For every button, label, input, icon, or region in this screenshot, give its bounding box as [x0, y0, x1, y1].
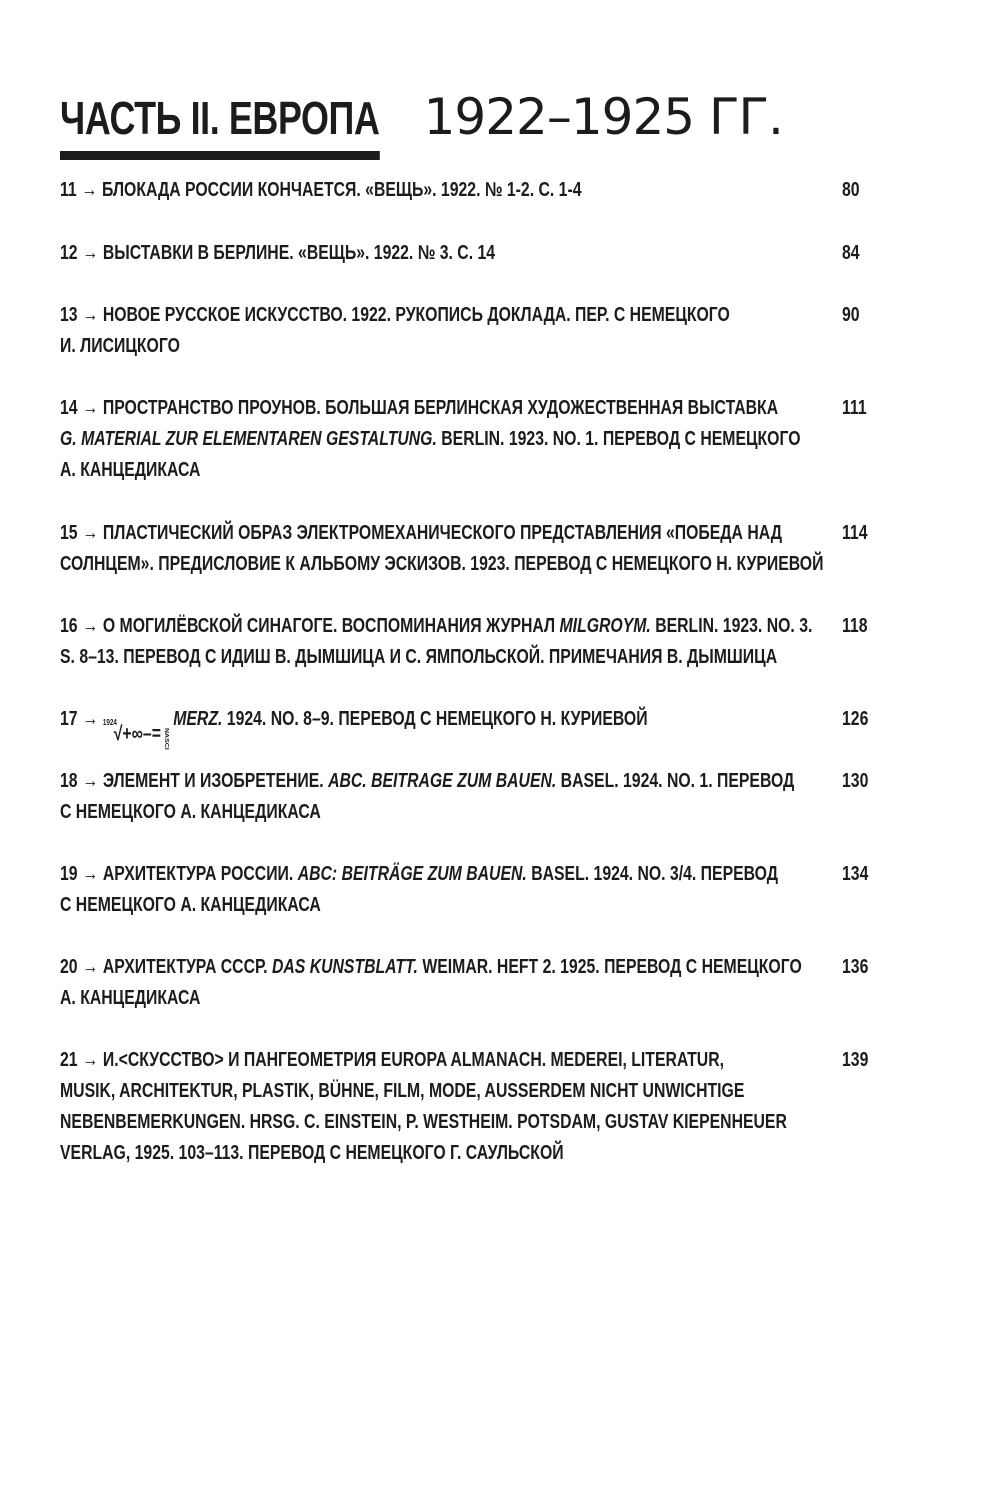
entry-title: О МОГИЛЁВСКОЙ СИНАГОГЕ. ВОСПОМИНАНИЯ ЖУРНАЛ: [102, 615, 556, 637]
entry-number: 21: [60, 1049, 78, 1071]
entry-source-title: G. MATERIAL ZUR ELEMENTAREN GESTALTUNG.: [60, 428, 437, 450]
entry-number: 16: [60, 615, 78, 637]
entry-title-cont: И. ЛИСИЦКОГО: [60, 335, 180, 357]
entry-page-number: 90: [842, 304, 860, 326]
entry-title: ЭЛЕМЕНТ И ИЗОБРЕТЕНИЕ.: [102, 770, 324, 792]
toc-entry-18[interactable]: [60, 766, 920, 828]
entry-translator: С НЕМЕЦКОГО А. КАНЦЕДИКАСА: [60, 801, 321, 823]
entry-title: И.<СКУССТВО> И ПАНГЕОМЕТРИЯ EUROPA ALMANACH. MEDEREI, LITERATUR,: [102, 1049, 725, 1071]
entry-translator: С НЕМЕЦКОГО А. КАНЦЕДИКАСА: [60, 894, 321, 916]
formula-body: √+∞–=: [113, 723, 161, 745]
entry-page-number: 80: [842, 179, 860, 201]
entry-number: 20: [60, 956, 78, 978]
arrow-icon: →: [82, 1049, 99, 1071]
entry-title: НОВОЕ РУССКОЕ ИСКУССТВО. 1922. РУКОПИСЬ ДОКЛАДА. ПЕР. С НЕМЕЦКОГО: [102, 304, 730, 326]
arrow-icon: →: [82, 615, 99, 637]
section-heading: [60, 88, 783, 160]
entry-number: 13: [60, 304, 78, 326]
entry-title: ПЛАСТИЧЕСКИЙ ОБРАЗ ЭЛЕКТРОМЕХАНИЧЕСКОГО ПРЕДСТАВЛЕНИЯ «ПОБЕДА НАД: [102, 522, 783, 544]
entry-source-details: BERLIN. 1923. NO. 3.: [655, 615, 813, 637]
entry-page-number: 126: [842, 708, 869, 730]
arrow-icon: →: [82, 304, 99, 326]
toc-entry-16[interactable]: [60, 611, 920, 673]
entry-number: 11: [60, 179, 77, 201]
entry-source-details: WEIMAR. HEFT 2. 1925. ПЕРЕВОД С НЕМЕЦКОГО: [422, 956, 802, 978]
entry-source-title: MILGROYM.: [559, 615, 651, 637]
toc-entry-20[interactable]: [60, 952, 920, 1014]
entry-source-title: ABC: BEITRÄGE ZUM BAUEN.: [297, 863, 527, 885]
entry-number: 14: [60, 397, 78, 419]
entry-number: 19: [60, 863, 78, 885]
entry-page-number: 84: [842, 242, 860, 264]
arrow-icon: →: [81, 179, 98, 201]
entry-title: БЛОКАДА РОССИИ КОНЧАЕТСЯ. «ВЕЩЬ». 1922. № 1-2. С. 1-4: [101, 179, 582, 201]
arrow-icon: →: [82, 770, 99, 792]
entry-title-cont: NEBENBEMERKUNGEN. HRSG. C. EINSTEIN, P. WESTHEIM. POTSDAM, GUSTAV KIEPENHEUER: [60, 1111, 787, 1133]
entry-page-number: 139: [842, 1049, 869, 1071]
entry-source-details: BASEL. 1924. NO. 3/4. ПЕРЕВОД: [531, 863, 779, 885]
arrow-icon: →: [82, 956, 99, 978]
entry-source-details: BASEL. 1924. NO. 1. ПЕРЕВОД: [560, 770, 795, 792]
entry-page-number: 130: [842, 770, 869, 792]
entry-number: 12: [60, 242, 78, 264]
entry-source-details: BERLIN. 1923. NO. 1. ПЕРЕВОД С НЕМЕЦКОГО: [441, 428, 801, 450]
toc-entry-15[interactable]: [60, 518, 920, 580]
toc-entry-11[interactable]: [60, 175, 920, 206]
arrow-icon: →: [82, 522, 99, 544]
toc-entry-17[interactable]: [60, 704, 920, 750]
entry-title-cont: MUSIK, ARCHITEKTUR, PLASTIK, BÜHNE, FILM, MODE, AUSSERDEM NICHT UNWICHTIGE: [60, 1080, 745, 1102]
arrow-icon: →: [82, 242, 99, 264]
toc-entry-13[interactable]: [60, 300, 920, 362]
entry-title-cont: VERLAG, 1925. 103–113. ПЕРЕВОД С НЕМЕЦКОГО Г. САУЛЬСКОЙ: [60, 1142, 564, 1164]
entry-page-number: 114: [842, 522, 868, 544]
entry-source-details: 1924. NO. 8–9. ПЕРЕВОД С НЕМЕЦКОГО Н. КУРИЕВОЙ: [226, 708, 648, 730]
entry-number: 18: [60, 770, 78, 792]
entry-source-title: DAS KUNSTBLATT.: [271, 956, 418, 978]
entry-title-cont: СОЛНЦЕМ». ПРЕДИСЛОВИЕ К АЛЬБОМУ ЭСКИЗОВ. 1923. ПЕРЕВОД С НЕМЕЦКОГО Н. КУРИЕВОЙ: [60, 553, 824, 575]
entry-translator: А. КАНЦЕДИКАСА: [60, 459, 201, 481]
formula-superscript: 1924: [102, 718, 117, 727]
nasci-formula: [103, 719, 169, 750]
entry-page-number: 118: [842, 615, 868, 637]
formula-side-label: NASCI: [163, 728, 169, 750]
entry-title: ВЫСТАВКИ В БЕРЛИНЕ. «ВЕЩЬ». 1922. № 3. С. 14: [102, 242, 496, 264]
entry-title: ПРОСТРАНСТВО ПРОУНОВ. БОЛЬШАЯ БЕРЛИНСКАЯ ХУДОЖЕСТВЕННАЯ ВЫСТАВКА: [102, 397, 779, 419]
arrow-icon: →: [82, 863, 99, 885]
section-part-title: ЧАСТЬ II. ЕВРОПА: [60, 91, 379, 160]
toc-entry-21[interactable]: [60, 1045, 920, 1169]
entry-source-title: ABC. BEITRAGE ZUM BAUEN.: [328, 770, 557, 792]
entry-number: 17: [60, 708, 78, 730]
entry-page-number: 136: [842, 956, 869, 978]
arrow-icon: →: [82, 397, 99, 419]
entry-page-number: 111: [842, 397, 867, 419]
toc-entry-12[interactable]: [60, 238, 920, 269]
entry-title-cont: S. 8–13. ПЕРЕВОД С ИДИШ В. ДЫМШИЦА И С. ЯМПОЛЬСКОЙ. ПРИМЕЧАНИЯ В. ДЫМШИЦА: [60, 646, 778, 668]
entry-translator: А. КАНЦЕДИКАСА: [60, 987, 201, 1009]
entry-number: 15: [60, 522, 78, 544]
section-years: 1922–1925 ГГ.: [423, 88, 783, 146]
entry-title: АРХИТЕКТУРА СССР.: [102, 956, 268, 978]
toc-entry-14[interactable]: [60, 393, 920, 486]
entry-source-title: MERZ.: [173, 708, 223, 730]
arrow-icon: →: [82, 708, 99, 730]
entry-page-number: 134: [842, 863, 869, 885]
entry-title: АРХИТЕКТУРА РОССИИ.: [102, 863, 294, 885]
toc-entry-19[interactable]: [60, 859, 920, 921]
